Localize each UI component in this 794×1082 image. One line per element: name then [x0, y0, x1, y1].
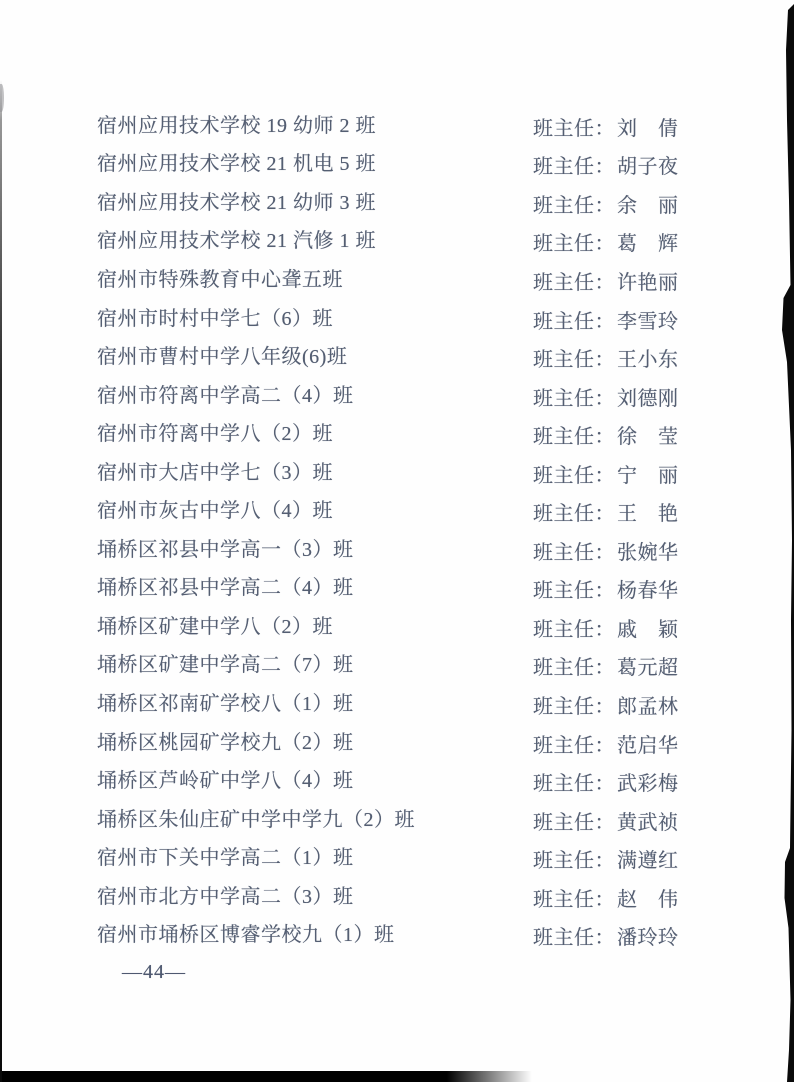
class-name: 埇桥区祁县中学高一（3）班 [97, 538, 354, 561]
class-name: 宿州市下关中学高二（1）班 [97, 847, 354, 870]
teacher-label: 班主任： [533, 657, 615, 680]
teacher-label: 班主任： [533, 156, 615, 179]
teacher-name: 葛 辉 [617, 233, 679, 256]
assignment-row [97, 759, 784, 798]
class-name: 宿州应用技术学校 21 机电 5 班 [97, 153, 376, 176]
teacher-label: 班主任： [533, 426, 615, 449]
teacher-name: 葛元超 [617, 657, 679, 680]
teacher-cell [533, 112, 679, 141]
class-name: 宿州市埇桥区博睿学校九（1）班 [97, 924, 395, 947]
scan-artifact-smudge [0, 84, 4, 112]
teacher-label: 班主任： [533, 503, 615, 526]
assignment-row [97, 836, 784, 875]
class-name: 宿州市北方中学高二（3）班 [97, 885, 354, 908]
assignment-row [97, 451, 784, 490]
teacher-name: 余 丽 [617, 194, 679, 217]
teacher-cell [533, 613, 679, 642]
assignment-row [97, 258, 784, 297]
assignment-row [97, 143, 784, 182]
teacher-cell [533, 767, 679, 796]
teacher-cell [533, 189, 679, 218]
assignment-row [97, 644, 784, 683]
teacher-cell [533, 343, 679, 372]
teacher-cell [533, 883, 679, 912]
class-name: 宿州市符离中学八（2）班 [97, 423, 333, 446]
teacher-label: 班主任： [533, 850, 615, 873]
teacher-name: 许艳丽 [617, 271, 679, 294]
teacher-cell [533, 651, 679, 680]
teacher-label: 班主任： [533, 349, 615, 372]
teacher-label: 班主任： [533, 580, 615, 603]
class-name: 宿州市特殊教育中心聋五班 [97, 268, 343, 291]
scan-artifact-left-edge [0, 80, 2, 1082]
teacher-name: 黄武祯 [617, 811, 679, 834]
teacher-name: 郎孟林 [617, 695, 679, 718]
page-number: —44— [122, 961, 186, 983]
teacher-label: 班主任： [533, 464, 615, 487]
teacher-name: 王 艳 [617, 503, 679, 526]
assignment-row [97, 528, 784, 567]
assignment-row [97, 181, 784, 220]
teacher-cell [533, 729, 679, 758]
assignment-row [97, 489, 784, 528]
assignment-row [97, 297, 784, 336]
teacher-label: 班主任： [533, 117, 615, 140]
teacher-name: 李雪玲 [617, 310, 679, 333]
class-name: 埇桥区祁南矿学校八（1）班 [97, 692, 354, 715]
assignment-row [97, 567, 784, 606]
teacher-name: 徐 莹 [617, 426, 679, 449]
teacher-label: 班主任： [533, 310, 615, 333]
class-name: 埇桥区矿建中学八（2）班 [97, 615, 333, 638]
teacher-label: 班主任： [533, 888, 615, 911]
teacher-name: 满遵红 [617, 850, 679, 873]
teacher-name: 赵 伟 [617, 888, 679, 911]
teacher-name: 杨春华 [617, 580, 679, 603]
teacher-cell [533, 382, 679, 411]
assignment-row [97, 798, 784, 837]
teacher-cell [533, 150, 679, 179]
class-name: 宿州市灰古中学八（4）班 [97, 500, 333, 523]
assignment-row [97, 412, 784, 451]
assignment-row [97, 605, 784, 644]
teacher-cell [533, 420, 679, 449]
teacher-label: 班主任： [533, 271, 615, 294]
class-name: 埇桥区芦岭矿中学八（4）班 [97, 770, 354, 793]
class-name: 宿州应用技术学校 19 幼师 2 班 [97, 114, 376, 137]
teacher-name: 刘德刚 [617, 387, 679, 410]
teacher-label: 班主任： [533, 811, 615, 834]
teacher-name: 胡子夜 [617, 156, 679, 179]
teacher-label: 班主任： [533, 927, 615, 950]
assignment-row [97, 335, 784, 374]
assignment-list [97, 104, 784, 952]
class-name: 埇桥区朱仙庄矿中学中学九（2）班 [97, 808, 415, 831]
teacher-name: 刘 倩 [617, 117, 679, 140]
assignment-row [97, 682, 784, 721]
teacher-name: 潘玲玲 [617, 927, 679, 950]
teacher-cell [533, 844, 679, 873]
teacher-name: 王小东 [617, 349, 679, 372]
teacher-name: 武彩梅 [617, 773, 679, 796]
assignment-row [97, 721, 784, 760]
assignment-row [97, 220, 784, 259]
teacher-name: 范启华 [617, 734, 679, 757]
teacher-label: 班主任： [533, 695, 615, 718]
teacher-cell [533, 536, 679, 565]
teacher-cell [533, 459, 679, 488]
teacher-label: 班主任： [533, 541, 615, 564]
teacher-label: 班主任： [533, 387, 615, 410]
class-name: 宿州市曹村中学八年级(6)班 [97, 346, 348, 369]
teacher-label: 班主任： [533, 194, 615, 217]
assignment-row [97, 374, 784, 413]
class-name: 埇桥区矿建中学高二（7）班 [97, 654, 354, 677]
class-name: 埇桥区祁县中学高二（4）班 [97, 577, 354, 600]
teacher-cell [533, 806, 679, 835]
teacher-label: 班主任： [533, 618, 615, 641]
teacher-name: 张婉华 [617, 541, 679, 564]
class-name: 埇桥区桃园矿学校九（2）班 [97, 731, 354, 754]
class-name: 宿州市大店中学七（3）班 [97, 461, 333, 484]
teacher-cell [533, 497, 679, 526]
teacher-label: 班主任： [533, 233, 615, 256]
teacher-cell [533, 921, 679, 950]
class-name: 宿州市符离中学高二（4）班 [97, 384, 354, 407]
teacher-name: 宁 丽 [617, 464, 679, 487]
assignment-row [97, 875, 784, 914]
assignment-row [97, 913, 784, 952]
class-name: 宿州市时村中学七（6）班 [97, 307, 333, 330]
class-name: 宿州应用技术学校 21 幼师 3 班 [97, 191, 376, 214]
class-name: 宿州应用技术学校 21 汽修 1 班 [97, 230, 376, 253]
teacher-cell [533, 690, 679, 719]
teacher-cell [533, 574, 679, 603]
teacher-name: 戚 颖 [617, 618, 679, 641]
teacher-cell [533, 227, 679, 256]
teacher-label: 班主任： [533, 773, 615, 796]
teacher-label: 班主任： [533, 734, 615, 757]
teacher-cell [533, 266, 679, 295]
assignment-row [97, 104, 784, 143]
teacher-cell [533, 305, 679, 334]
scan-artifact-bottom-edge [0, 1071, 532, 1082]
